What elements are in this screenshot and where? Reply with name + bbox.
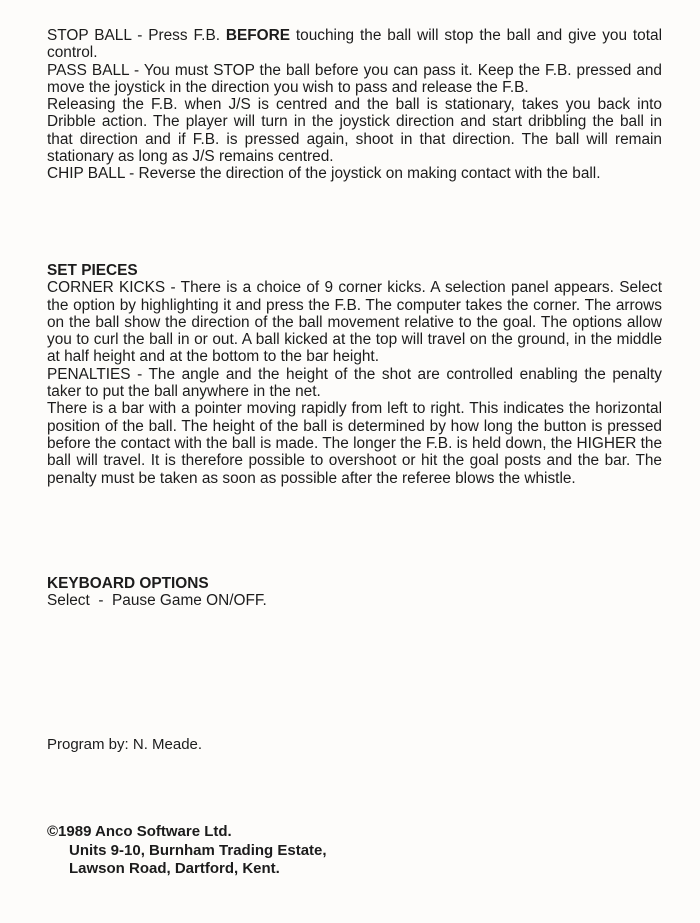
copyright-line: ©1989 Anco Software Ltd. [47,823,232,840]
keyboard-heading: KEYBOARD OPTIONS [47,575,209,592]
penalty-bar-text-b: the ball will travel. It is therefore possible to overshoot or hit the goal posts and the bar. The penalty must be taken as soon as possible after the referee blows the whistle. [47,434,663,487]
stop-ball-label: STOP BALL [47,27,132,44]
copyright-block [47,823,327,879]
pass-ball-label: PASS BALL [47,61,130,79]
corner-kicks-text: - There is a choice of 9 corner kicks. A selection panel appears. Select the option by highlighting it and press the F.B. The computer takes the corner. The arrows on the ball show the direction of the ball movement relative to the goal. The options allow you to curl the ball in or out. A ball kicked at the top will travel on the ground, in the middle at half height and at the bottom to the bar height. [47,279,662,366]
stop-ball-text-a: - Press F.B. [131,27,226,44]
corner-kicks-paragraph [47,279,662,365]
pass-ball-text: - You must STOP the ball before you can pass it. Keep the F.B. pressed and move the joystick in the direction you wish to pass and release the F.B. [47,61,662,96]
chip-ball-label: CHIP BALL [47,165,125,183]
stop-ball-paragraph [47,27,662,62]
corner-kicks-label: CORNER KICKS [47,279,166,297]
set-pieces-section [47,262,662,487]
set-pieces-heading: SET PIECES [47,262,138,279]
controls-section [47,27,662,183]
chip-ball-text: - Reverse the direction of the joystick on making contact with the ball. [124,165,601,183]
chip-ball-paragraph [47,165,662,182]
penalty-bar-text-a: There is a bar with a pointer moving rapidly from left to right. This indicates the horizontal position of the ball. The height of the ball is determined by how long the button is pressed before the contact with the ball is made. The longer the F.B. is held down, the [47,400,662,452]
pass-ball-paragraph [47,62,662,97]
stop-ball-text-b: touching the ball will stop the ball and give you total control. [47,27,662,62]
penalty-bar-emphasis: HIGHER [576,434,637,452]
address-line-1: Units 9-10, Burnham Trading Estate, [69,841,327,859]
keyboard-section [47,575,662,610]
penalties-label: PENALTIES [47,365,131,383]
keyboard-line: Select - Pause Game ON/OFF. [47,592,267,610]
program-credit: Program by: N. Meade. [47,736,203,753]
releasing-paragraph: Releasing the F.B. when J/S is centred and the ball is stationary, takes you back into Dribble action. The player will turn in the joystick direction and start dribbling the ball in that direction and if F.B. is pressed again, shoot in that direction. The ball will remain stationary as long as J/S remains centred. [47,96,662,166]
address-line-2: Lawson Road, Dartford, Kent. [69,860,280,877]
penalties-paragraph [47,366,662,401]
penalty-bar-paragraph [47,400,662,486]
penalties-text: - The angle and the height of the shot are controlled enabling the penalty taker to put the ball anywhere in the net. [47,365,662,401]
stop-ball-emphasis: BEFORE [225,27,291,44]
